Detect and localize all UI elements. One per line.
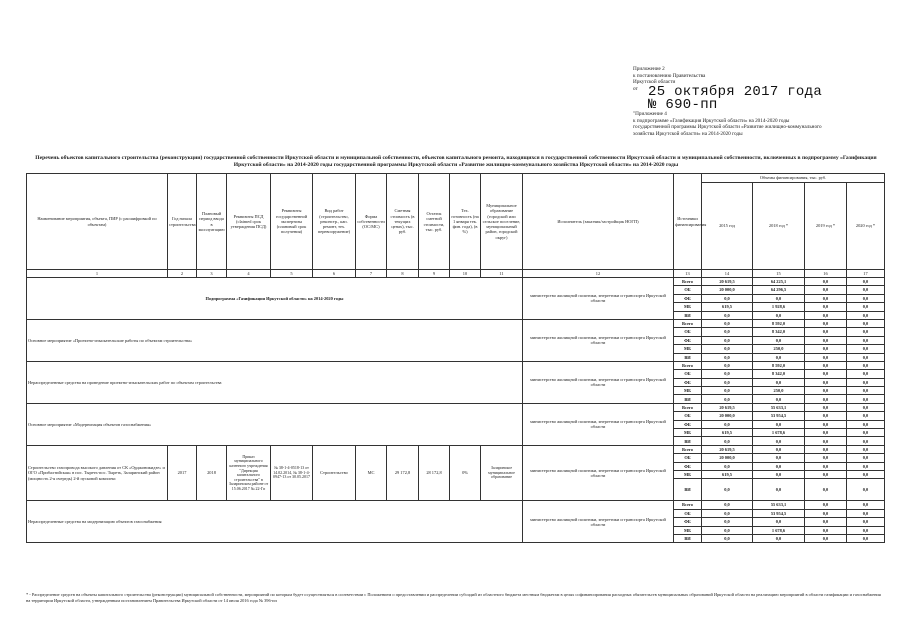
column-number-cell: 16 <box>805 270 847 278</box>
funding-value-cell: 0,0 <box>805 509 847 517</box>
funding-value-cell: 0,0 <box>847 345 885 353</box>
funding-value-cell: 250,0 <box>753 387 805 395</box>
cost-cell: 29 172,8 <box>387 445 419 501</box>
funding-value-cell: 0,0 <box>805 403 847 411</box>
funding-value-cell: 0,0 <box>847 437 885 445</box>
funding-value-cell: 0,0 <box>702 501 753 509</box>
table-row <box>27 361 885 369</box>
funding-value-cell: 20 619,5 <box>702 445 753 453</box>
section-name-cell: Основное мероприятие «Проектно-изыскательские работы по объектам строительства» <box>27 319 523 361</box>
header-row <box>27 174 885 183</box>
funding-value-cell: 0,0 <box>805 286 847 294</box>
funding-source-cell: ВИ <box>674 534 702 542</box>
funding-value-cell: 0,0 <box>702 370 753 378</box>
funding-value-cell: 1 678,6 <box>753 526 805 534</box>
funding-value-cell: 0,0 <box>805 395 847 403</box>
funding-source-cell: ОБ <box>674 286 702 294</box>
funding-value-cell: 0,0 <box>805 370 847 378</box>
table-row <box>27 319 885 327</box>
funding-value-cell: 0,0 <box>753 336 805 344</box>
funding-value-cell: 0,0 <box>847 429 885 437</box>
funding-value-cell: 0,0 <box>847 462 885 470</box>
funding-value-cell: 0,0 <box>753 534 805 542</box>
funding-value-cell: 0,0 <box>847 278 885 286</box>
document-title: Перечень объектов капитального строительства (реконструкции) государственной собственности Иркутской области и муниципальной собственности, объектов капитального ремонта, находящихся в государственной собственности Иркутской области и муниципальной собственности, включенных в подпрограмму «Газификация Иркутской области» на 2014-2020 годы государственной программы Иркутской области «Развитие жилищно-коммунального хозяйства Иркутской области» на 2014-2020 годы <box>35 155 877 168</box>
funding-value-cell: 0,0 <box>805 501 847 509</box>
funding-value-cell: 0,0 <box>805 479 847 501</box>
funding-source-cell: МБ <box>674 526 702 534</box>
appendix-line: Иркутской области <box>633 79 676 86</box>
funding-value-cell: 0,0 <box>847 336 885 344</box>
funding-value-cell: 0,0 <box>702 395 753 403</box>
funding-source-cell: МБ <box>674 470 702 478</box>
funding-value-cell: 55 633,1 <box>753 403 805 411</box>
funding-source-cell: ВИ <box>674 437 702 445</box>
funding-value-cell: 0,0 <box>847 361 885 369</box>
objects-table <box>26 173 885 543</box>
funding-value-cell: 619,5 <box>702 470 753 478</box>
funding-value-cell: 0,0 <box>702 336 753 344</box>
funding-value-cell: 1 678,6 <box>753 429 805 437</box>
funding-value-cell: 0,0 <box>805 518 847 526</box>
funding-value-cell: 0,0 <box>847 454 885 462</box>
footnote: * - Распределение средств на объекты капитального строительства (реконструкции) муниципальной собственности, мероприятий по которым будет осуществляться в соответствии с Положением о предоставлении и распределении субсидий из областного бюджета местным бюджетам в целях софинансирования расходных обязательств муниципальных образований Иркутской области на реализацию мероприятий в области газификации и газоснабжения на территории Иркутской области, утвержденным постановлением Правительства Иркутской области от 14 июля 2016 года № 396-пп <box>26 592 881 603</box>
funding-value-cell: 0,0 <box>702 311 753 319</box>
funding-value-cell: 20 000,0 <box>702 286 753 294</box>
funding-value-cell: 0,0 <box>847 294 885 302</box>
header-year: 2018 год * <box>753 183 805 270</box>
funding-source-cell: Всего <box>674 403 702 411</box>
funding-value-cell: 0,0 <box>702 294 753 302</box>
funding-value-cell: 0,0 <box>805 429 847 437</box>
table-row <box>27 278 885 286</box>
funding-source-cell: МБ <box>674 429 702 437</box>
column-number-cell: 8 <box>387 270 419 278</box>
ownership-cell: МС <box>356 445 387 501</box>
funding-value-cell: 8 342,0 <box>753 370 805 378</box>
funding-source-cell: Всего <box>674 501 702 509</box>
funding-value-cell: 8 592,0 <box>753 319 805 327</box>
funding-value-cell: 0,0 <box>702 509 753 517</box>
funding-source-cell: ФБ <box>674 294 702 302</box>
funding-value-cell: 0,0 <box>753 378 805 386</box>
funding-source-cell: ОБ <box>674 454 702 462</box>
funding-value-cell: 0,0 <box>847 370 885 378</box>
funding-value-cell: 0,0 <box>805 534 847 542</box>
funding-value-cell: 0,0 <box>805 420 847 428</box>
header-cell: Муниципальное образование (городской или сельское поселение, муниципальный район, городской округ) <box>481 174 523 270</box>
column-number-cell: 7 <box>356 270 387 278</box>
column-number-cell: 15 <box>753 270 805 278</box>
funding-value-cell: 0,0 <box>805 319 847 327</box>
funding-value-cell: 0,0 <box>753 445 805 453</box>
funding-value-cell: 0,0 <box>753 437 805 445</box>
funding-source-cell: МБ <box>674 303 702 311</box>
header-year: 2015 год <box>702 183 753 270</box>
start-year-cell: 2017 <box>168 445 197 501</box>
funding-source-cell: ВИ <box>674 353 702 361</box>
column-number-cell: 4 <box>227 270 271 278</box>
funding-value-cell: 0,0 <box>847 445 885 453</box>
funding-value-cell: 0,0 <box>847 420 885 428</box>
column-number-cell: 1 <box>27 270 168 278</box>
funding-value-cell: 0,0 <box>753 479 805 501</box>
header-cell: Наименование мероприятия, объекта, ПИР (с расшифровкой по объектам) <box>27 174 168 270</box>
funding-source-cell: ФБ <box>674 518 702 526</box>
executor-cell: министерство жилищной политики, энергетики и транспорта Иркутской области <box>523 319 674 361</box>
funding-value-cell: 250,0 <box>753 345 805 353</box>
expertise-cell: № 38-1-4-0518-13 от 14.02.2014, № 38-1-4-0947-13 от 30.05.2017 <box>271 445 313 501</box>
appendix-line: к подпрограмме «Газификация Иркутской области» на 2014-2020 годы <box>633 117 790 124</box>
funding-value-cell: 64 296,5 <box>753 286 805 294</box>
funding-source-cell: ОБ <box>674 370 702 378</box>
funding-source-cell: Всего <box>674 278 702 286</box>
funding-value-cell: 0,0 <box>847 518 885 526</box>
funding-value-cell: 0,0 <box>847 470 885 478</box>
section-name-cell: Нераспределенные средства на проведение проектно-изыскательских работ по объектам строительства <box>27 361 523 403</box>
table-row <box>27 403 885 411</box>
appendix-line: Приложение 2 <box>633 66 665 72</box>
funding-value-cell: 20 000,0 <box>702 412 753 420</box>
funding-value-cell: 0,0 <box>753 311 805 319</box>
funding-source-cell: ВИ <box>674 479 702 501</box>
funding-value-cell: 0,0 <box>847 395 885 403</box>
header-year: 2020 год * <box>847 183 885 270</box>
header-cell: Остаток сметной стоимости, тыс. руб. <box>419 174 450 270</box>
funding-value-cell: 0,0 <box>805 462 847 470</box>
column-number-cell: 14 <box>702 270 753 278</box>
funding-value-cell: 0,0 <box>805 353 847 361</box>
funding-source-cell: ФБ <box>674 336 702 344</box>
column-number-cell: 12 <box>523 270 674 278</box>
funding-value-cell: 0,0 <box>805 387 847 395</box>
appendix-line: к постановлению Правительства <box>633 72 706 79</box>
funding-value-cell: 0,0 <box>753 454 805 462</box>
funding-value-cell: 619,5 <box>702 429 753 437</box>
funding-value-cell: 0,0 <box>702 518 753 526</box>
funding-value-cell: 0,0 <box>753 420 805 428</box>
funding-value-cell: 0,0 <box>847 501 885 509</box>
column-number-cell: 17 <box>847 270 885 278</box>
funding-value-cell: 0,0 <box>753 462 805 470</box>
funding-value-cell: 0,0 <box>805 470 847 478</box>
column-number-cell: 9 <box>419 270 450 278</box>
column-numbers-row <box>27 270 885 278</box>
header-cell: Реквизиты государственной экспертизы (плановый срок получения) <box>271 174 313 270</box>
funding-value-cell: 0,0 <box>805 445 847 453</box>
funding-value-cell: 0,0 <box>847 328 885 336</box>
funding-source-cell: Всего <box>674 361 702 369</box>
funding-value-cell: 0,0 <box>805 526 847 534</box>
funding-value-cell: 0,0 <box>702 534 753 542</box>
funding-value-cell: 0,0 <box>702 462 753 470</box>
funding-value-cell: 0,0 <box>702 361 753 369</box>
funding-value-cell: 0,0 <box>805 303 847 311</box>
funding-value-cell: 0,0 <box>805 278 847 286</box>
funding-value-cell: 0,0 <box>702 353 753 361</box>
funding-source-cell: МБ <box>674 345 702 353</box>
funding-value-cell: 0,0 <box>702 328 753 336</box>
psd-cell: Приказ муниципального казенного учреждения "Дирекция капитального строительства" в Заларинском районе от 15.06.2017 № 22-Гп <box>227 445 271 501</box>
funding-value-cell: 0,0 <box>702 420 753 428</box>
funding-value-cell: 0,0 <box>753 518 805 526</box>
executor-cell: министерство жилищной политики, энергетики и транспорта Иркутской области <box>523 445 674 501</box>
column-number-cell: 6 <box>313 270 356 278</box>
funding-value-cell: 0,0 <box>805 437 847 445</box>
column-number-cell: 3 <box>197 270 227 278</box>
header-year: 2019 год * <box>805 183 847 270</box>
column-number-cell: 5 <box>271 270 313 278</box>
column-number-cell: 2 <box>168 270 197 278</box>
funding-source-cell: ОБ <box>674 412 702 420</box>
stamp-date: 25 октября 2017 года <box>648 84 823 100</box>
funding-value-cell: 53 954,5 <box>753 412 805 420</box>
funding-value-cell: 0,0 <box>805 336 847 344</box>
funding-value-cell: 0,0 <box>847 526 885 534</box>
funding-value-cell: 0,0 <box>805 454 847 462</box>
funding-value-cell: 0,0 <box>847 319 885 327</box>
funding-value-cell: 0,0 <box>847 387 885 395</box>
funding-value-cell: 8 342,0 <box>753 328 805 336</box>
date-stamp <box>648 86 822 112</box>
section-name-cell: Основное мероприятие «Модернизация объектов газоснабжения» <box>27 403 523 445</box>
executor-cell: министерство жилищной политики, энергетики и транспорта Иркутской области <box>523 278 674 320</box>
funding-value-cell: 0,0 <box>753 294 805 302</box>
executor-cell: министерство жилищной политики, энергетики и транспорта Иркутской области <box>523 361 674 403</box>
funding-value-cell: 0,0 <box>753 395 805 403</box>
appendix-line: "Приложение 4 <box>633 111 667 117</box>
municipality-cell: Заларинское муниципальное образование <box>481 445 523 501</box>
funding-value-cell: 0,0 <box>847 353 885 361</box>
funding-value-cell: 0,0 <box>847 479 885 501</box>
funding-source-cell: МБ <box>674 387 702 395</box>
funding-value-cell: 20 619,5 <box>702 403 753 411</box>
stamp-number: № 690-пп <box>648 97 718 113</box>
funding-value-cell: 20 619,5 <box>702 278 753 286</box>
funding-value-cell: 0,0 <box>702 479 753 501</box>
funding-value-cell: 0,0 <box>847 286 885 294</box>
column-number-cell: 13 <box>674 270 702 278</box>
funding-source-cell: Всего <box>674 445 702 453</box>
executor-cell: министерство жилищной политики, энергетики и транспорта Иркутской области <box>523 501 674 543</box>
readiness-cell: 0% <box>450 445 481 501</box>
funding-value-cell: 0,0 <box>805 412 847 420</box>
section-name-cell: Нераспределенные средства на модернизацию объектов газоснабжения <box>27 501 523 543</box>
funding-source-cell: Всего <box>674 319 702 327</box>
header-cell: Вид работ (строительство, реконстр., кап. ремонт, тех. перевооружение) <box>313 174 356 270</box>
header-cell: Форма собственности (ОС/МС) <box>356 174 387 270</box>
funding-source-cell: ФБ <box>674 378 702 386</box>
funding-value-cell: 0,0 <box>702 378 753 386</box>
header-cell: Реквизиты ПСД (claimed срок утверждения ПСД) <box>227 174 271 270</box>
funding-value-cell: 0,0 <box>702 526 753 534</box>
column-number-cell: 11 <box>481 270 523 278</box>
appendix-line: государственной программы Иркутской области «Развитие жилищно-коммунального <box>633 124 822 131</box>
funding-value-cell: 0,0 <box>805 294 847 302</box>
funding-value-cell: 20 000,0 <box>702 454 753 462</box>
appendix-line: от <box>633 85 638 92</box>
section-name-cell: Подпрограмма «Газификация Иркутской области» на 2014-2020 годы <box>27 278 523 320</box>
funding-value-cell: 0,0 <box>847 412 885 420</box>
funding-value-cell: 0,0 <box>847 378 885 386</box>
funding-source-cell: ВИ <box>674 311 702 319</box>
funding-source-cell: ОБ <box>674 328 702 336</box>
header-cell: Исполнитель (заказчик/застройщик НОГП) <box>523 174 674 270</box>
header-cell: Год начала строительства <box>168 174 197 270</box>
funding-value-cell: 0,0 <box>753 353 805 361</box>
funding-source-cell: ФБ <box>674 420 702 428</box>
funding-value-cell: 0,0 <box>805 378 847 386</box>
funding-value-cell: 55 633,1 <box>753 501 805 509</box>
object-name-cell: Строительство газопровода высокого давления от СК «Орджоникидзе» и ОГО «Прибалтийская» в пос. Тыреть-пос. Тыреть, Заларинский район (мощность 2-я очередь) 2-й пусковой комплекс <box>27 445 168 501</box>
funding-value-cell: 0,0 <box>847 509 885 517</box>
header-cell: Источники финансирования <box>674 174 702 270</box>
funding-value-cell: 0,0 <box>847 534 885 542</box>
header-cell: Сметная стоимость (в текущих ценах), тыс. руб. <box>387 174 419 270</box>
funding-source-cell: ФБ <box>674 462 702 470</box>
funding-source-cell: ОБ <box>674 509 702 517</box>
funding-value-cell: 0,0 <box>805 328 847 336</box>
appendix-line: хозяйства Иркутской области» на 2014-2020 годы <box>633 130 743 137</box>
funding-value-cell: 0,0 <box>702 345 753 353</box>
finish-year-cell: 2018 <box>197 445 227 501</box>
header-cell: Тех. готовность (на 1 января тек. фин. года), (в %) <box>450 174 481 270</box>
funding-value-cell: 0,0 <box>805 311 847 319</box>
funding-value-cell: 0,0 <box>702 437 753 445</box>
executor-cell: министерство жилищной политики, энергетики и транспорта Иркутской области <box>523 403 674 445</box>
funding-value-cell: 0,0 <box>702 387 753 395</box>
table-row <box>27 501 885 509</box>
funding-value-cell: 0,0 <box>805 361 847 369</box>
funding-value-cell: 0,0 <box>702 319 753 327</box>
work-type-cell: Строительство <box>313 445 356 501</box>
appendix-block-2 <box>633 111 883 137</box>
funding-value-cell: 64 225,1 <box>753 278 805 286</box>
funding-value-cell: 0,0 <box>847 311 885 319</box>
funding-value-cell: 0,0 <box>805 345 847 353</box>
funding-source-cell: ВИ <box>674 395 702 403</box>
funding-value-cell: 619,5 <box>702 303 753 311</box>
funding-value-cell: 1 928,6 <box>753 303 805 311</box>
funding-value-cell: 53 954,5 <box>753 509 805 517</box>
column-number-cell: 10 <box>450 270 481 278</box>
header-cell: Плановый период ввода в эксплуатацию <box>197 174 227 270</box>
funding-value-cell: 8 592,0 <box>753 361 805 369</box>
funding-value-cell: 0,0 <box>753 470 805 478</box>
table-row <box>27 445 885 453</box>
rest-cost-cell: 28 172,8 <box>419 445 450 501</box>
header-cell: Объемы финансирования, тыс. руб. <box>702 174 885 183</box>
funding-value-cell: 0,0 <box>847 403 885 411</box>
funding-value-cell: 0,0 <box>847 303 885 311</box>
